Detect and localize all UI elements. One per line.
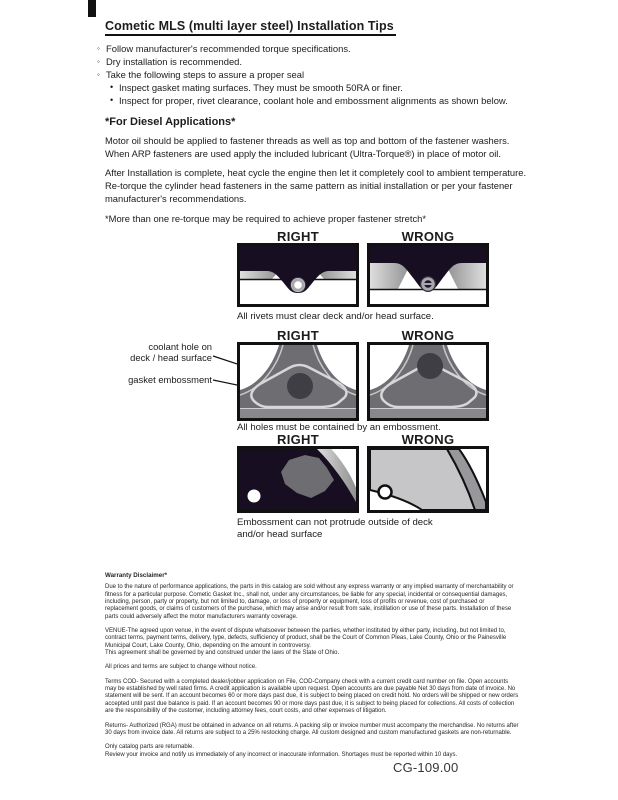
warranty-disclaimer-section — [105, 572, 519, 766]
circle-bullet-icon: ◦ — [97, 70, 100, 79]
list-item — [97, 42, 542, 55]
diesel-paragraph-1: Motor oil should be applied to fastener threads as well as top and bottom of the fastener washers. When ARP fasteners are used apply the included lubricant (Ultra-Torque®) in place of motor oil. — [105, 135, 510, 159]
rivet-clearance-right-diagram — [237, 243, 359, 307]
row3-right-label: RIGHT — [277, 432, 319, 447]
list-item-text: Dry installation is recommended. — [106, 56, 242, 67]
warranty-disclaimer-heading: Warranty Disclaimer* — [105, 572, 168, 579]
protrusion-wrong-diagram — [367, 446, 489, 513]
diesel-paragraph-2: After Installation is complete, heat cycle the engine then let it completely cool to ambient temperature. Re-torque the cylinder head fasteners in the same pattern as initial installation or per your fastener manufacturer's recommendations. — [105, 167, 527, 204]
sub-list-item — [110, 81, 542, 94]
list-item-text: Take the following steps to assure a proper seal — [106, 69, 305, 80]
review-invoice-line: Review your invoice and notify us immediately of any incorrect or inaccurate information. Shortages must be reported within 10 days. — [105, 751, 458, 758]
row1-caption: All rivets must clear deck and/or head surface. — [237, 311, 434, 322]
row2-right-label: RIGHT — [277, 328, 319, 343]
circle-bullet-icon: ◦ — [97, 57, 100, 66]
bolt-hole-icon — [379, 486, 392, 499]
coolant-hole-callout-line1: coolant hole on — [148, 341, 212, 352]
dot-bullet-icon: • — [110, 95, 114, 105]
list-item-text: Follow manufacturer's recommended torque specifications. — [106, 43, 351, 54]
row3-caption: Embossment can not protrude outside of deck and/or head surface — [237, 517, 433, 540]
row1-wrong-label: WRONG — [401, 229, 455, 244]
warranty-paragraph: Due to the nature of performance applications, the parts in this catalog are sold without any express warranty or any implied warranty of merchantability or fitness for a particular purpose. Cometic Gasket Inc., shall not, under any circumstances, be liable for any special, incidental or consequential damages, including, person, party or property, but not limited to, damage, or loss of property or equipment, loss of profits or revenue, cost of purchased or replacement goods, or claims of customers of the purchase, which may arise and/or result from sale, instillation or use of these parts. Installation of these parts could adversely affect the motor manufacturers warranty coverage. — [105, 584, 514, 620]
sub-list-item — [110, 94, 542, 107]
list-item-text: Inspect for proper, rivet clearance, coolant hole and embossment alignments as shown below. — [119, 95, 508, 106]
page-number: CG-109.00 — [393, 760, 459, 775]
row2-caption: All holes must be contained by an embossment. — [237, 422, 441, 433]
installation-tips-list — [97, 42, 542, 107]
circle-bullet-icon: ◦ — [97, 44, 100, 53]
venue-paragraph: VENUE-The agreed upon venue, in the event of dispute whatsoever between the parties, whether instituted by either party, including, but not limited to, contract terms, payment terms, delivery, type, defects, sufficiency of product, shall be the Court of Common Pleas, Lake County, Ohio or the Painesville Municipal Court, Lake County, Ohio, depending on the amount in controversy. — [105, 628, 507, 649]
gasket-embossment-callout: gasket embossment — [128, 374, 212, 385]
print-registration-mark — [88, 0, 96, 17]
list-item — [97, 68, 542, 81]
row1-right-label: RIGHT — [277, 229, 319, 244]
bolt-hole-icon — [248, 490, 261, 503]
coolant-hole-icon — [417, 353, 443, 379]
dot-bullet-icon: • — [110, 82, 114, 92]
rivet-clearance-wrong-diagram — [367, 243, 489, 307]
list-item-text: Inspect gasket mating surfaces. They must be smooth 50RA or finer. — [119, 82, 403, 93]
prices-notice: All prices and terms are subject to change without notice. — [105, 664, 257, 671]
row2-wrong-label: WRONG — [401, 328, 455, 343]
governing-law-line: This agreement shall be governed by and construed under the laws of the State of Ohio. — [105, 650, 340, 657]
diesel-applications-heading: *For Diesel Applications* — [105, 116, 236, 128]
row3-wrong-label: WRONG — [401, 432, 455, 447]
coolant-hole-callout-line2: deck / head surface — [130, 352, 212, 363]
list-item — [97, 55, 542, 68]
protrusion-right-diagram — [237, 446, 359, 513]
catalog-parts-line: Only catalog parts are returnable. — [105, 744, 195, 751]
page-title: Cometic MLS (multi layer steel) Installation Tips — [105, 19, 396, 36]
coolant-hole-wrong-diagram — [367, 342, 489, 421]
returns-paragraph: Returns- Authorized (RGA) must be obtained in advance on all returns. A packing slip or invoice number must accompany the merchandise. No returns after 30 days from invoice date. All returns are subject to a 25% restocking charge. All custom designed and custom manufactured gaskets are non-returnable. — [105, 722, 519, 736]
coolant-hole-right-diagram — [237, 342, 359, 421]
retorque-note: *More than one re-torque may be required to achieve proper fastener stretch* — [105, 213, 427, 224]
terms-cod-paragraph: Terms COD- Secured with a completed dealer/jobber application on File, COD-Company check with a current credit card number on file. Open accounts may be established by well rated firms. A credit application is available upon request. Open accounts are due payable Net 30 days from date of invoice. No statement will be sent. If an account becomes 60 or more days past due, it is subject to being placed on credit hold. No orders will be shipped or new orders accepted until past due balance is paid. If an account becomes 90 or more days past due, it is subject to being placed for collections. All costs of collection are the responsibility of the customer, including attorney fees, court costs, and other expenses of litigation. — [105, 678, 519, 715]
coolant-hole-icon — [287, 373, 313, 399]
